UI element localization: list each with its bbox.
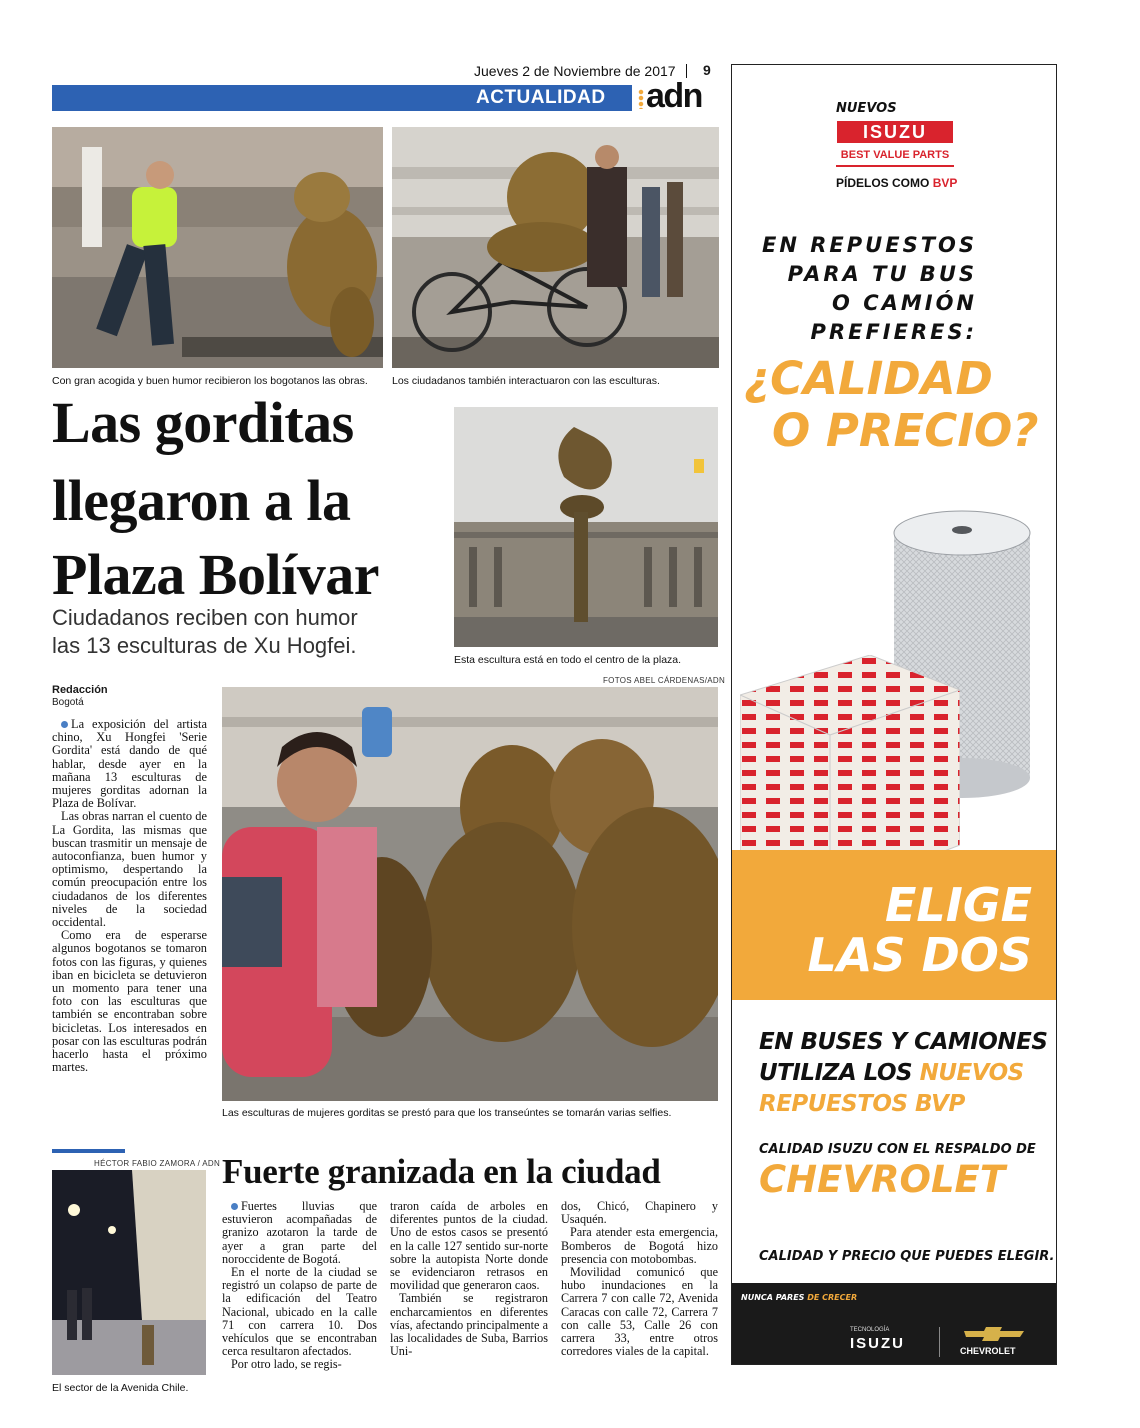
brief-paragraph: Por otro lado, se regis- xyxy=(231,1357,342,1372)
chevrolet-bowtie-icon xyxy=(964,1327,1024,1341)
brief-paragraph: dos, Chicó, Chapinero y Usaquén. xyxy=(561,1199,718,1227)
ad-tagline: CALIDAD Y PRECIO QUE PUEDES ELEGIR. xyxy=(759,1249,1055,1264)
brief-paragraph: También se registraron encharcamientos en diferentes vías, afectando principalmente a las localidades de Suba, Barrios Uni- xyxy=(390,1291,548,1359)
ad-nunca: NUNCA PARES DE CRECER xyxy=(741,1293,858,1302)
photo-man-with-sculpture xyxy=(52,127,383,368)
issue-date: Jueves 2 de Noviembre de 2017 xyxy=(474,63,676,79)
brief-paragraph: traron caída de arboles en diferentes puntos de la ciudad. Uno de estos casos se presentó en la calle 127 sentido sur-norte sobre la autopista Norte donde se evidenciaron retrasos en movilidad que generaron caos. xyxy=(390,1199,548,1293)
brief-headline: Fuerte granizada en la ciudad xyxy=(222,1152,661,1191)
brief-photo-caption: El sector de la Avenida Chile. xyxy=(52,1382,189,1394)
subheadline-line-2: las 13 esculturas de Xu Hogfei. xyxy=(52,633,357,658)
logo-dots xyxy=(638,89,644,109)
brief-photo-credit: HÉCTOR FABIO ZAMORA / ADN xyxy=(94,1159,221,1168)
photo-plaza-sculpture xyxy=(454,407,718,647)
ad-pidelos: PÍDELOS COMO BVP xyxy=(836,176,958,190)
photo-credit: FOTOS ABEL CÁRDENAS/ADN xyxy=(603,676,726,685)
article-text-column xyxy=(52,718,207,1074)
ad-respaldo: CALIDAD ISUZU CON EL RESPALDO DE xyxy=(759,1142,1036,1157)
date-separator xyxy=(686,64,687,78)
article-paragraph: Las obras narran el cuento de La Gordita, las mismas que buscan trasmitir un mensaje de autoconfianza, buen humor y optimismo, despertando la común preocupación entre los ciudadanos de los diferentes niveles de la sociedad occidental. xyxy=(52,809,207,930)
article-paragraph: Como era de esperarse algunos bogotanos se tomaron fotos con las figuras, y quienes iban en bicicleta se detuvieron un momento para tener una foto con las esculturas que también se encontraban sobre bicicletas. Los interesados en posar con las esculturas podrán hacerlo hasta el próximo martes. xyxy=(52,928,207,1075)
bullet-icon xyxy=(61,721,68,728)
ad-big-question: ¿CALIDAD O PRECIO? xyxy=(744,352,1039,457)
section-label: ACTUALIDAD xyxy=(476,87,606,108)
brief-column-3 xyxy=(561,1200,718,1358)
ad-red-rule xyxy=(836,165,954,167)
top-photo-2-caption: Los ciudadanos también interactuaron con las esculturas. xyxy=(392,375,660,387)
ad-buses: EN BUSES Y CAMIONES UTILIZA LOS NUEVOS REPUESTOS BVP xyxy=(759,1029,1048,1117)
isuzu-advertisement xyxy=(731,64,1057,1365)
side-photo-caption: Esta escultura está en todo el centro de la plaza. xyxy=(454,654,682,666)
subheadline-line-1: Ciudadanos reciben con humor xyxy=(52,605,358,630)
ad-elige: ELIGE LAS DOS xyxy=(807,878,1032,982)
adn-logo xyxy=(636,77,720,115)
brief-paragraph: Para atender esta emergencia, Bomberos de Bogotá hizo presencia con motobombas. xyxy=(561,1225,718,1266)
logo-text: adn xyxy=(646,77,702,115)
ad-best-value: BEST VALUE PARTS xyxy=(840,149,950,161)
ad-tecnologia: TECNOLOGÍA xyxy=(850,1327,890,1333)
brief-column-1 xyxy=(222,1200,377,1372)
brief-paragraph: Movilidad comunicó que hubo inundaciones en la Carrera 7 con calle 72, Avenida Caracas con calle 72, Carrera 7 con calle 53, Calle 26 con carrera 33, entre otros corredores viales de la capital. xyxy=(561,1265,718,1359)
ad-footer-chevrolet: CHEVROLET xyxy=(960,1346,1016,1356)
photo-selfie-with-sculptures xyxy=(222,687,718,1101)
ad-chevrolet: CHEVROLET xyxy=(759,1158,1006,1201)
main-photo-caption: Las esculturas de mujeres gorditas se prestó para que los transeúntes se tomarán varias selfies. xyxy=(222,1107,672,1119)
byline: Redacción xyxy=(52,684,108,696)
isuzu-badge-text: ISUZU xyxy=(863,122,927,142)
bullet-icon xyxy=(231,1203,238,1210)
brief-rule xyxy=(52,1149,125,1153)
ad-footer-isuzu: ISUZU xyxy=(850,1335,905,1352)
brief-column-2 xyxy=(390,1200,548,1358)
ad-footer-divider xyxy=(939,1327,940,1357)
photo-avenida-chile xyxy=(52,1170,206,1375)
isuzu-badge xyxy=(837,121,953,143)
top-photo-1-caption: Con gran acogida y buen humor recibieron los bogotanos las obras. xyxy=(52,375,368,387)
brief-paragraph: En el norte de la ciudad se registró un colapso de parte de la edificación del Teatro Nacional, ubicado en la calle 71 con carrera 10. Dos vehículos que se encontraban cerca resultaron afectados. xyxy=(222,1265,377,1359)
brief-paragraph: Fuertes lluvias que estuvieron acompañadas de granizo azotaron la tarde de ayer a gran parte del noroccidente de Bogotá. xyxy=(222,1199,377,1266)
ad-nuevos: NUEVOS xyxy=(836,101,897,116)
main-headline-line-2: llegaron a la xyxy=(52,468,351,533)
photo-sculpture-on-bicycle xyxy=(392,127,719,368)
article-paragraph: La exposición del artista chino, Xu Hongfei 'Serie Gordita' está dando de qué hablar, desde ayer en la mañana 13 esculturas de mujeres gorditas adornan la Plaza de Bolívar. xyxy=(52,717,207,811)
ad-question: EN REPUESTOS PARA TU BUS O CAMIÓN PREFIERES: xyxy=(762,233,977,344)
main-headline-line-3: Plaza Bolívar xyxy=(52,542,379,607)
main-headline-line-1: Las gorditas xyxy=(52,390,354,455)
byline-location: Bogotá xyxy=(52,697,84,708)
page-number: 9 xyxy=(703,62,711,78)
